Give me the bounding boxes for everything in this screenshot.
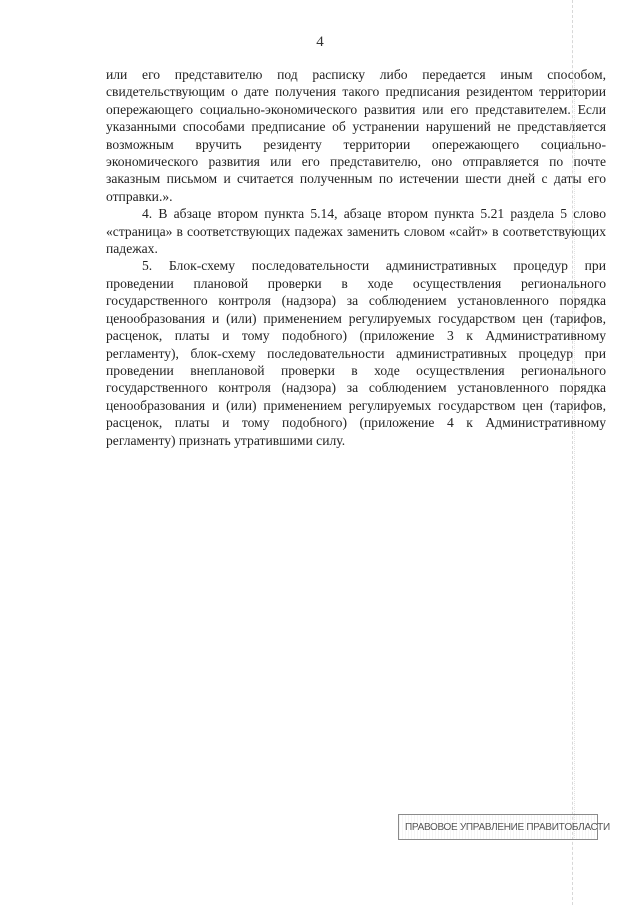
- document-body: [106, 66, 606, 449]
- paragraph-item-4: 4. В абзаце втором пункта 5.14, абзаце втором пункта 5.21 раздела 5 слово «страница» в соответствующих падежах заменить словом «сайт» в соответствующих падежах.: [106, 206, 606, 257]
- stamp-right-text: ОБЛАСТИ: [564, 821, 610, 833]
- page-number: 4: [316, 34, 324, 50]
- legal-department-stamp: [398, 814, 610, 840]
- paragraph-item-5: 5. Блок-схему последовательности административных процедур при проведении плановой проверки в ходе осуществления регионального государственного контроля (надзора) за соблюдением установленного порядка ценообразования и (или) применением регулируемых государством цен (тарифов, расценок, платы и тому подобного) (приложение 3 к Административному регламенту), блок-схему последовательности административных процедур при проведении внеплановой проверки в ходе осуществления регионального государственного контроля (надзора) за соблюдением установленного порядка ценообразования и (или) применением регулируемых государством цен (тарифов, расценок, платы и тому подобного) (приложение 4 к Административному регламенту) признать утратившими силу.: [106, 258, 606, 448]
- stamp-left-text: ПРАВОВОЕ УПРАВЛЕНИЕ ПРАВИТ: [405, 821, 565, 833]
- paragraph-continuation: или его представителю под расписку либо передается иным способом, свидетельствующим о дате получения такого предписания резидентом территории опережающего социально-экономического развития или его представителем. Если указанными способами предписание об устранении нарушений не представляется возможным вручить резиденту территории опережающего социально-экономического развития или его представителю, оно отправляется по почте заказным письмом и считается полученным по истечении шести дней с даты его отправки.».: [106, 67, 606, 204]
